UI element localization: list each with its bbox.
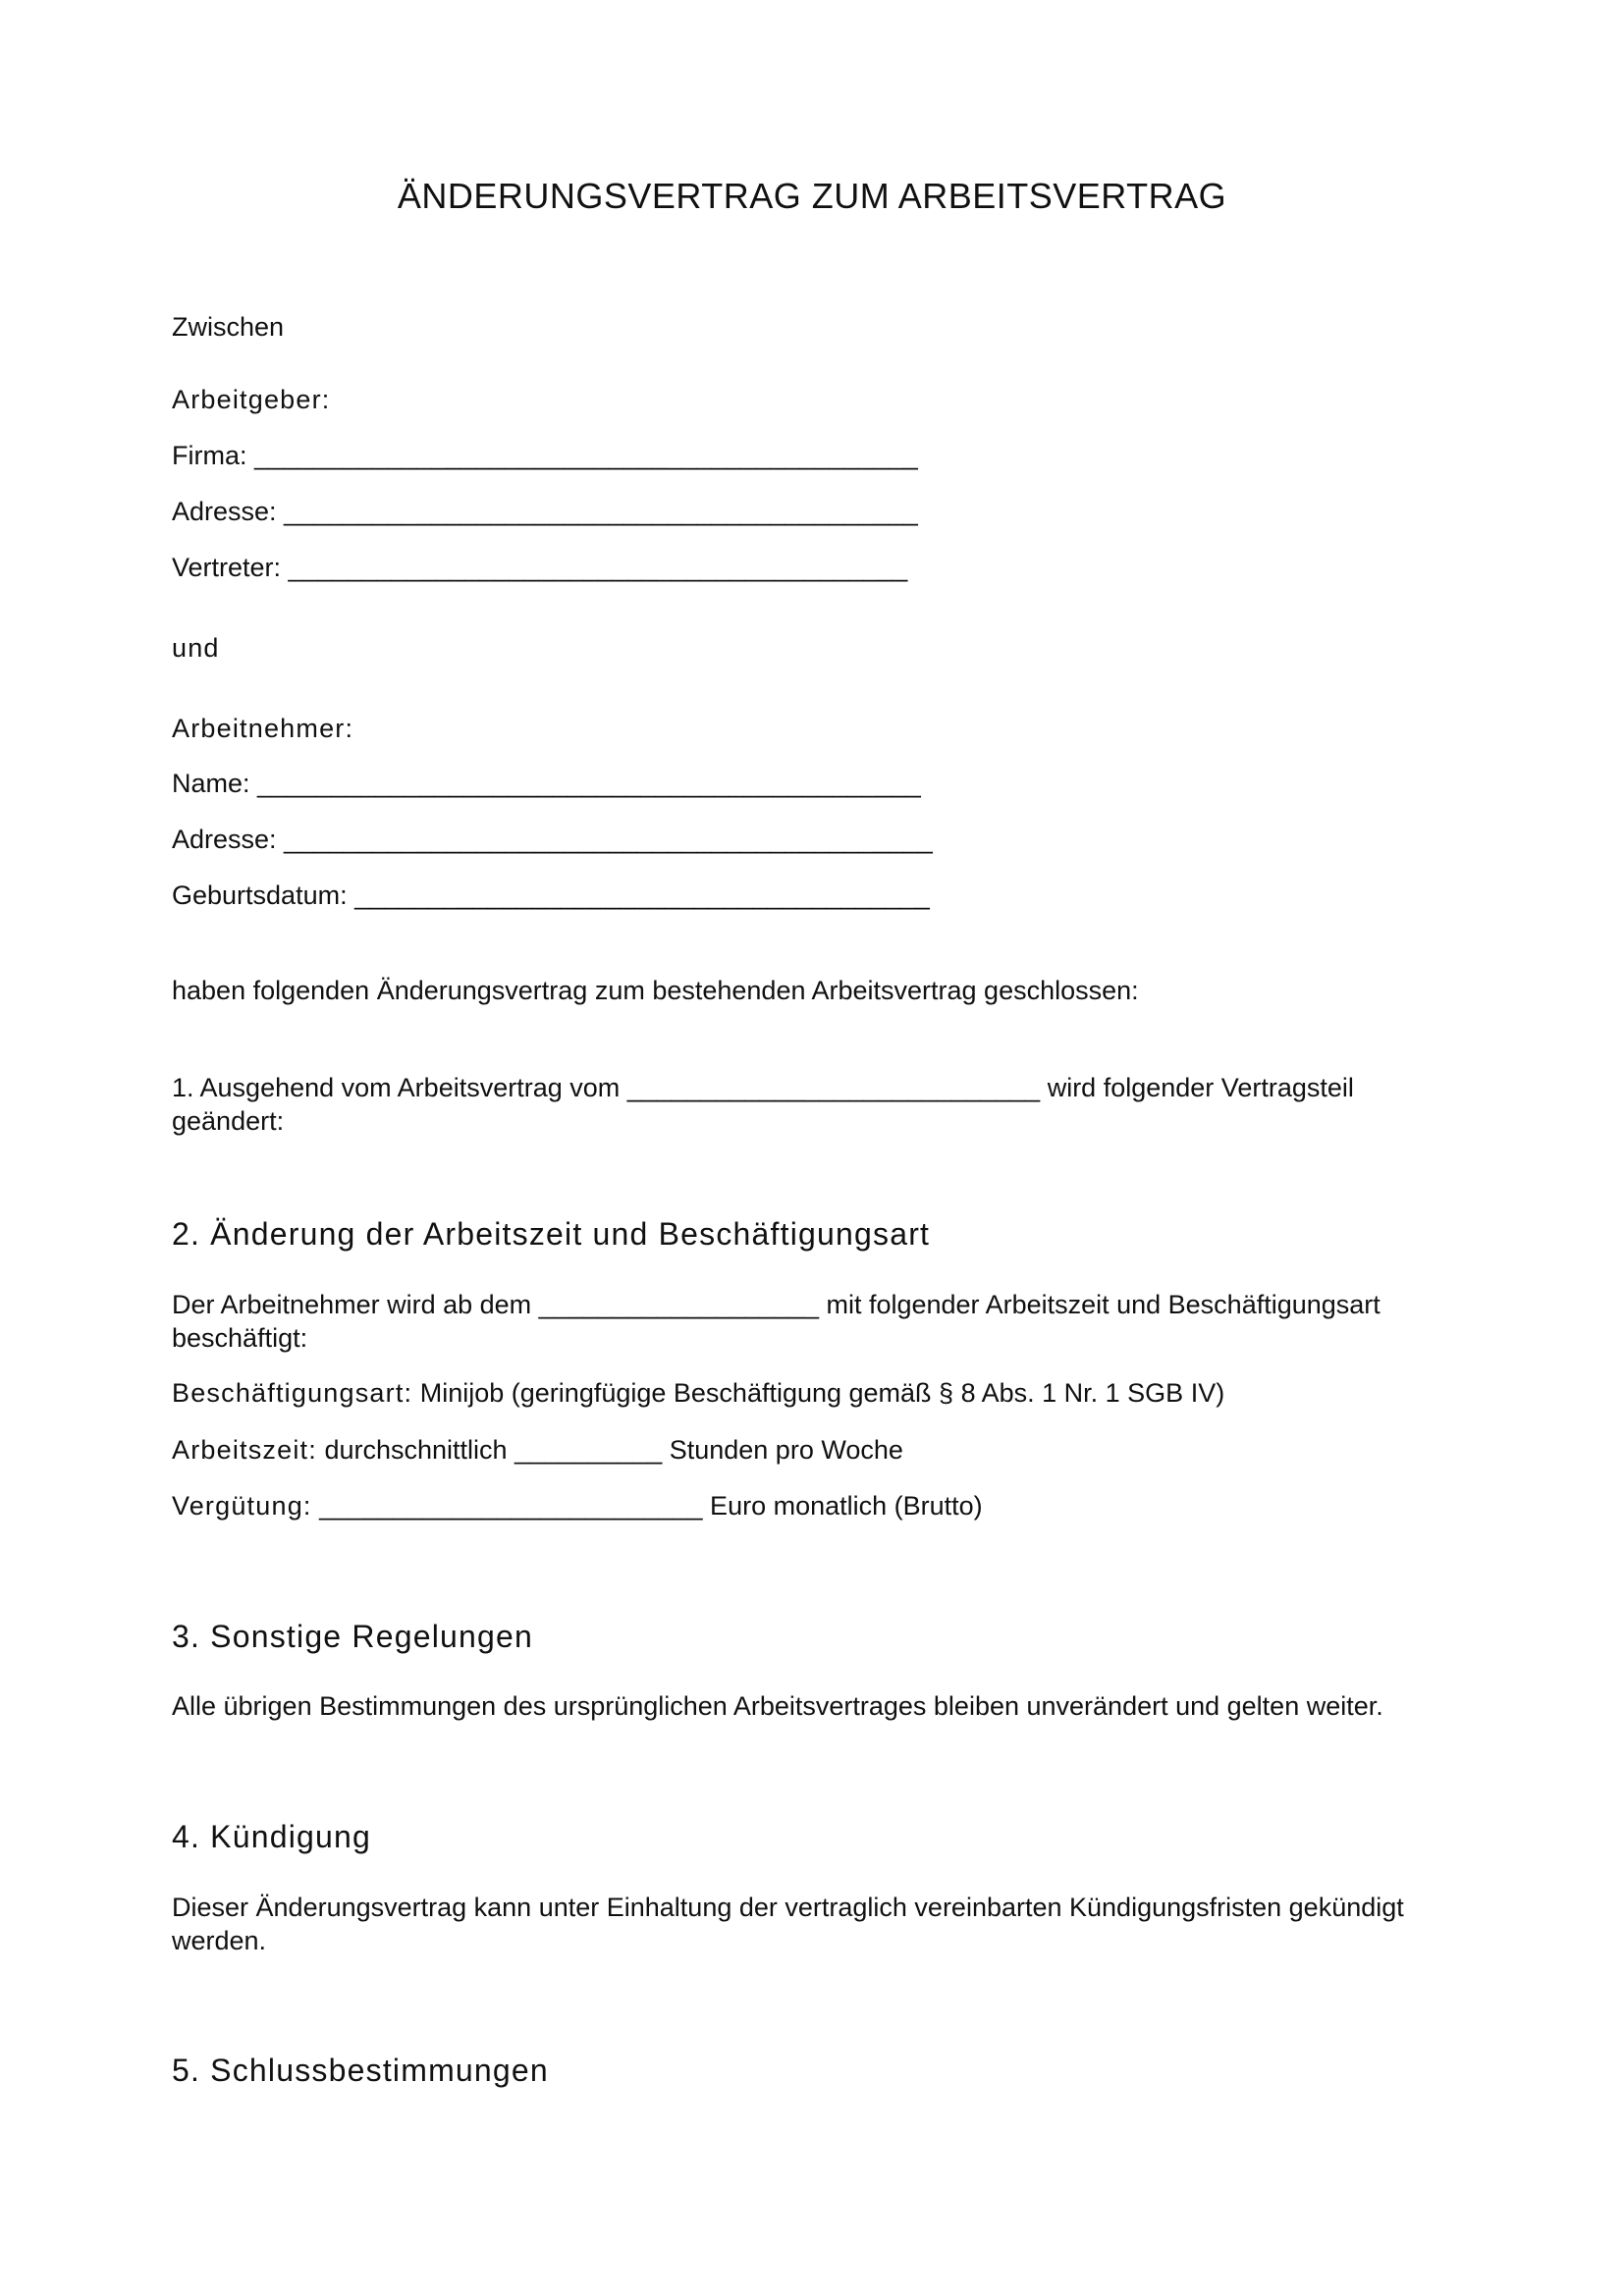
document-title: ÄNDERUNGSVERTRAG ZUM ARBEITSVERTRAG <box>397 176 1227 216</box>
and-text: und <box>172 633 220 663</box>
verguetung-line <box>172 1490 983 1522</box>
employee-heading: Arbeitnehmer: <box>172 714 354 743</box>
verguetung-label: Vergütung: <box>172 1491 312 1521</box>
arbeitszeit-label: Arbeitszeit: <box>172 1435 317 1465</box>
employee-name-field: Name: _____________________________________________ <box>172 769 921 798</box>
employer-adresse-field: Adresse: ___________________________________________ <box>172 497 918 526</box>
beschaeftigungsart-label: Beschäftigungsart: <box>172 1378 413 1408</box>
employer-vertreter-field: Vertreter: __________________________________________ <box>172 553 908 582</box>
intro-text: haben folgenden Änderungsvertrag zum bestehenden Arbeitsvertrag geschlossen: <box>172 976 1139 1005</box>
section-3-heading: 3. Sonstige Regelungen <box>172 1619 533 1654</box>
verguetung-value: __________________________ Euro monatlich (Brutto) <box>319 1491 983 1521</box>
section-3-text: Alle übrigen Bestimmungen des ursprünglichen Arbeitsvertrages bleiben unverändert und gelten weiter. <box>172 1691 1383 1721</box>
section-4-heading: 4. Kündigung <box>172 1819 372 1854</box>
beschaeftigungsart-value: Minijob (geringfügige Beschäftigung gemäß § 8 Abs. 1 Nr. 1 SGB IV) <box>419 1378 1225 1408</box>
employee-adresse-field: Adresse: ____________________________________________ <box>172 825 933 854</box>
section-5-heading: 5. Schlussbestimmungen <box>172 2053 549 2088</box>
beschaeftigungsart-line <box>172 1377 1224 1409</box>
section-4-text: Dieser Änderungsvertrag kann unter Einhaltung der vertraglich vereinbarten Kündigungsfristen gekündigt werden. <box>172 1893 1404 1955</box>
employer-heading: Arbeitgeber: <box>172 385 331 414</box>
arbeitszeit-value: durchschnittlich __________ Stunden pro Woche <box>324 1435 903 1465</box>
section-2-heading: 2. Änderung der Arbeitszeit und Beschäftigungsart <box>172 1216 931 1252</box>
section-2-text: Der Arbeitnehmer wird ab dem ___________________ mit folgender Arbeitszeit und Beschäftigungsart beschäftigt: <box>172 1290 1380 1353</box>
between-text: Zwischen <box>172 312 285 342</box>
arbeitszeit-line <box>172 1434 903 1466</box>
employer-firma-field: Firma: _____________________________________________ <box>172 441 918 470</box>
clause-1-text: 1. Ausgehend vom Arbeitsvertrag vom ____________________________ wird folgender Vertragsteil geändert: <box>172 1073 1354 1136</box>
employee-geburtsdatum-field: Geburtsdatum: _______________________________________ <box>172 881 930 910</box>
